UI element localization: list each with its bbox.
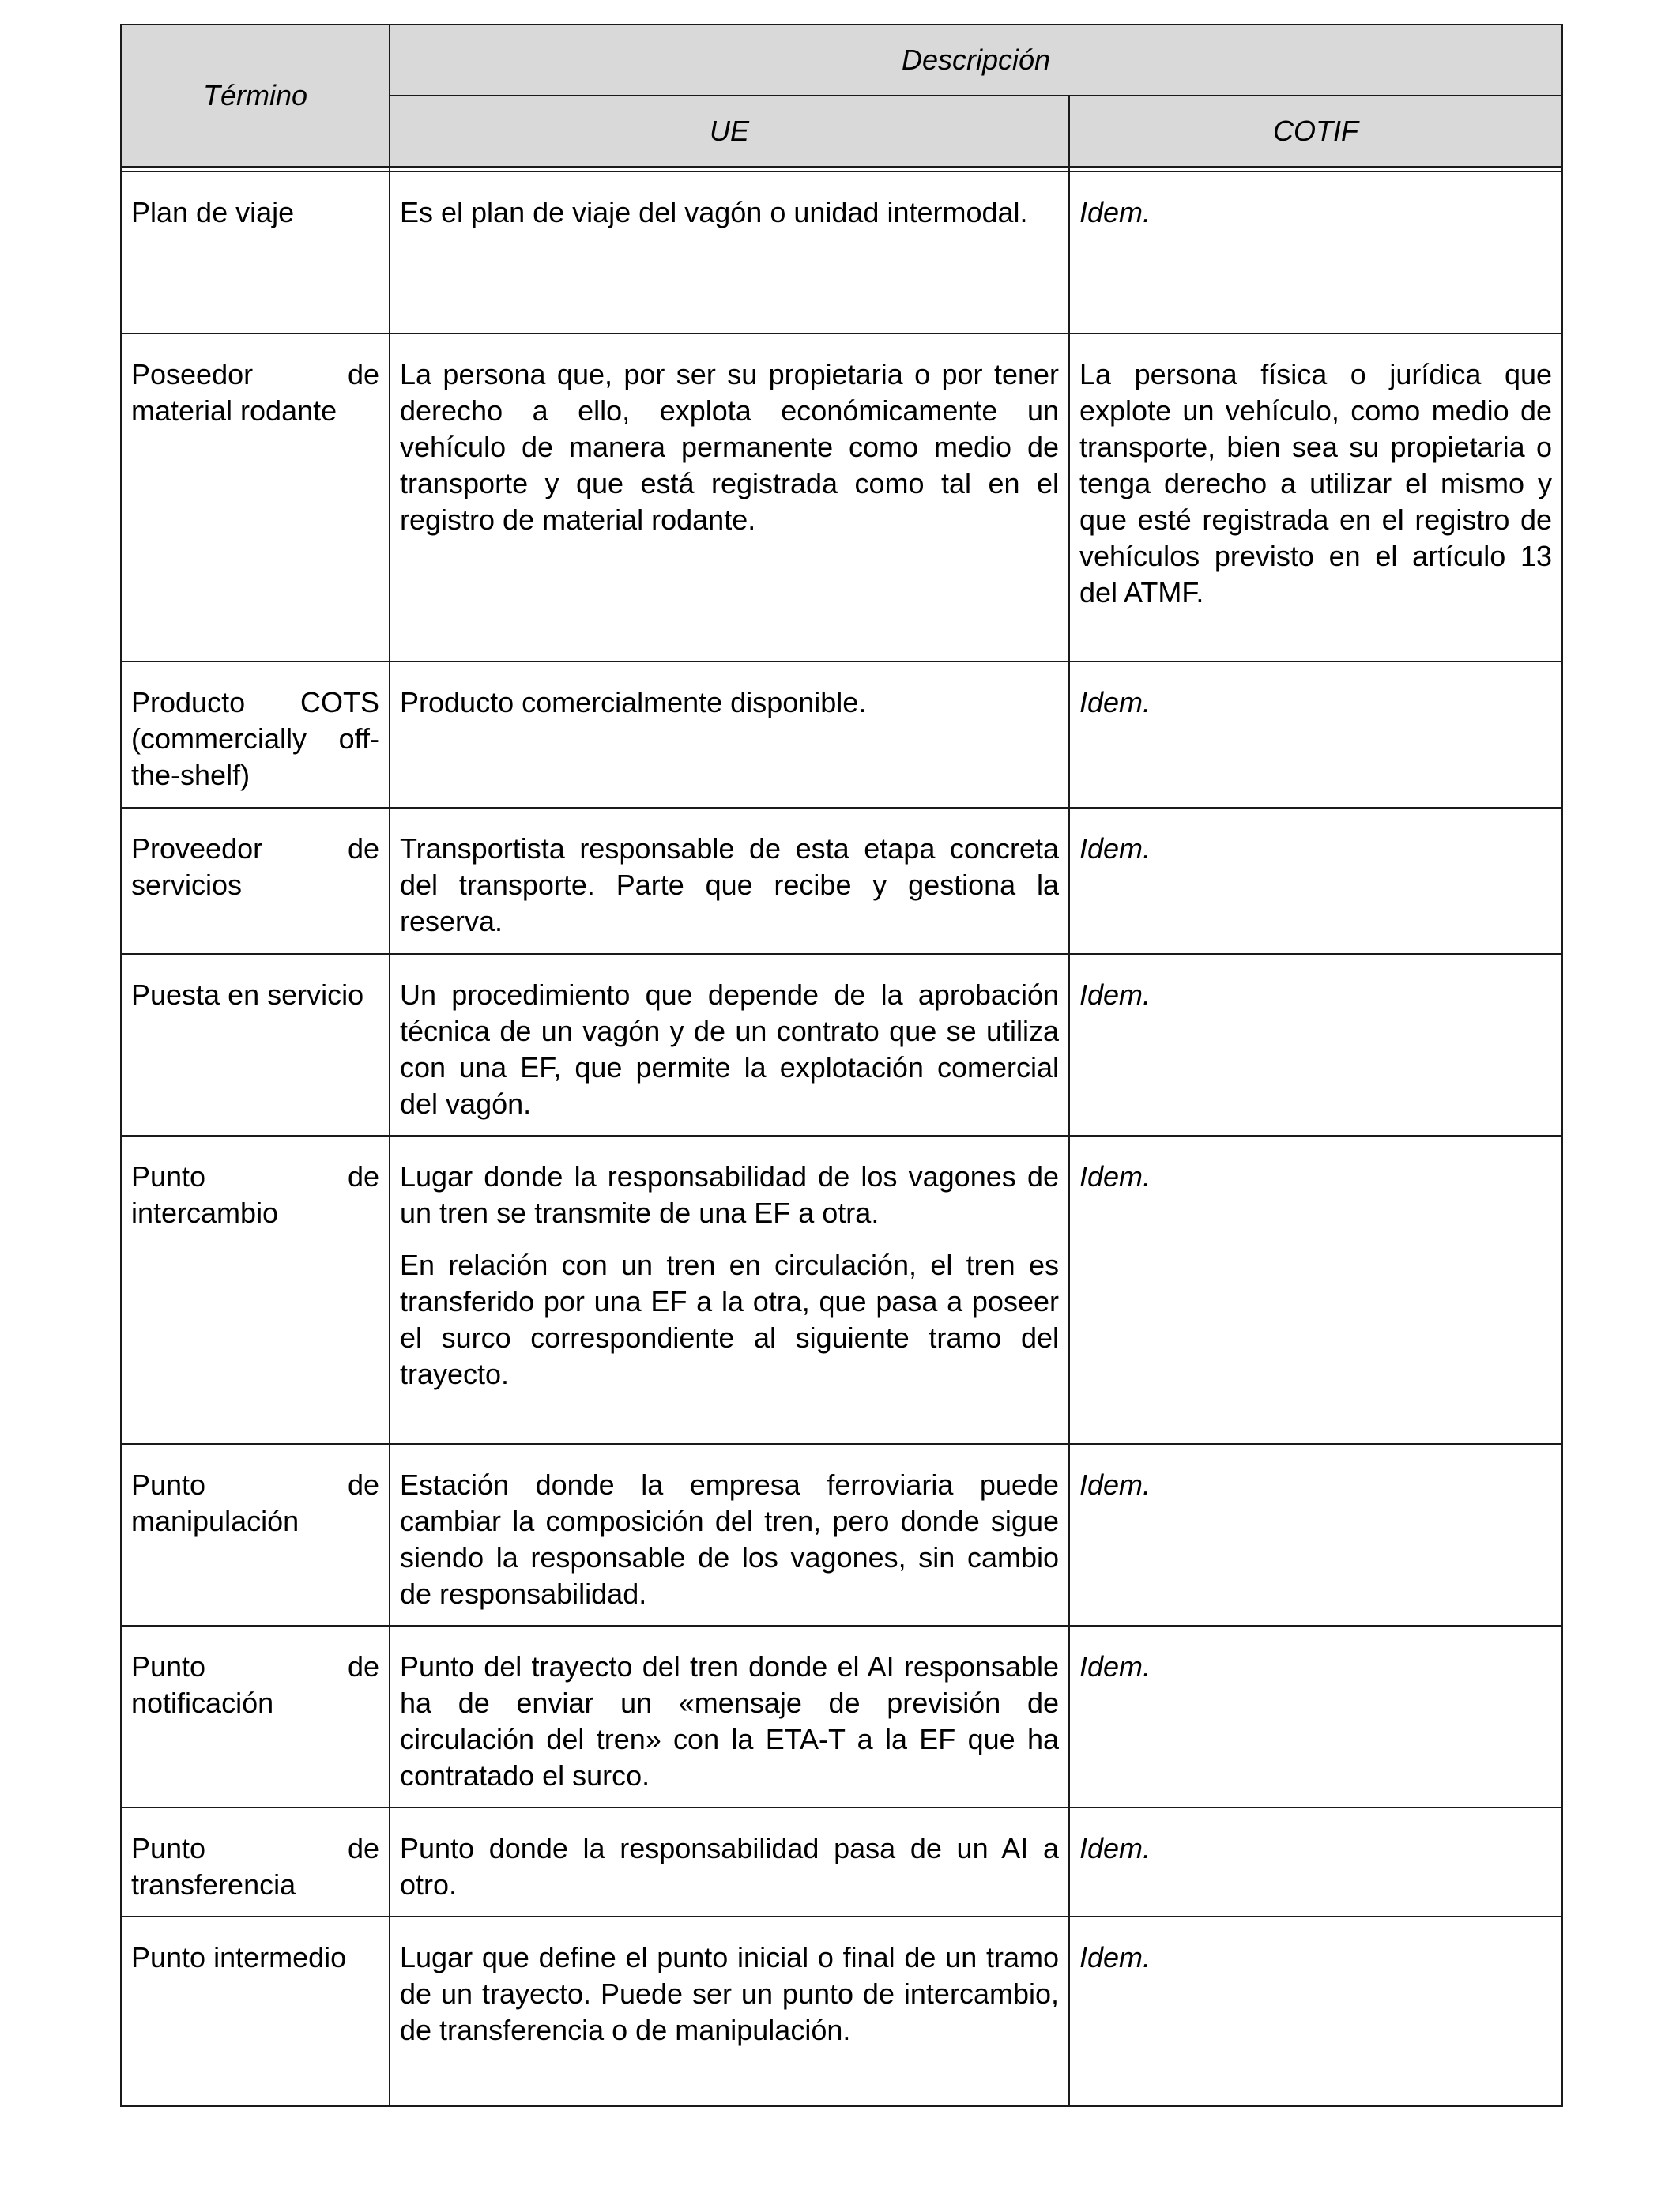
ue-paragraph: Punto del trayecto del tren donde el AI responsable ha de enviar un «mensaje de previsión de circulación del tren» con la ETA-T a la EF que ha contratado el surco.: [400, 1650, 1059, 1792]
table-row: [121, 1136, 1562, 1444]
ue-paragraph: Estación donde la empresa ferroviaria puede cambiar la composición del tren, pero donde sigue siendo la responsable de los vagones, sin cambio de responsabilidad.: [400, 1468, 1059, 1610]
ue-paragraph: Lugar donde la responsabilidad de los vagones de un tren se transmite de una EF a otra.: [400, 1160, 1059, 1229]
cotif-text: La persona física o jurídica que explote un vehículo, como medio de transporte, bien sea su propietaria o tenga derecho a utilizar el mismo y que esté registrada en el registro de vehículos previsto en el artículo 13 del ATMF.: [1079, 358, 1553, 609]
term-text: Puesta en servicio: [131, 978, 364, 1011]
term-text: Punto de manipulación: [131, 1468, 379, 1537]
cell-ue: [390, 1917, 1069, 2106]
cell-ue: [390, 808, 1069, 954]
table-row: [121, 1626, 1562, 1808]
term-text: Plan de viaje: [131, 196, 295, 228]
ue-paragraph: Transportista responsable de esta etapa concreta del transporte. Parte que recibe y gestiona la reserva.: [400, 832, 1059, 937]
term-text: Punto de notificación: [131, 1650, 379, 1719]
term-text: Punto intermedio: [131, 1941, 347, 1973]
cotif-text: Idem.: [1079, 196, 1151, 228]
ue-paragraph: Lugar que define el punto inicial o final de un tramo de un trayecto. Puede ser un punto de intercambio, de transferencia o de manipulación.: [400, 1941, 1059, 2046]
cell-term: [121, 954, 390, 1136]
cell-cotif: [1069, 662, 1562, 808]
cotif-text: Idem.: [1079, 832, 1151, 865]
cotif-text: Idem.: [1079, 1650, 1151, 1683]
cell-term: [121, 662, 390, 808]
cell-ue: [390, 172, 1069, 334]
table-row: [121, 1444, 1562, 1626]
cell-cotif: [1069, 1136, 1562, 1444]
table-body: [121, 167, 1562, 2106]
cell-cotif: [1069, 334, 1562, 662]
cell-ue: [390, 662, 1069, 808]
table-row: [121, 1808, 1562, 1917]
ue-paragraph: La persona que, por ser su propietaria o por tener derecho a ello, explota económicamente un vehículo de manera permanente como medio de transporte y que está registrada como tal en el registro de material rodante.: [400, 358, 1059, 536]
cell-cotif: [1069, 808, 1562, 954]
header-cotif: COTIF: [1069, 96, 1562, 167]
ue-paragraph: En relación con un tren en circulación, el tren es transferido por una EF a la otra, que pasa a poseer el surco correspondiente al siguiente tramo del trayecto.: [400, 1249, 1059, 1390]
table-row: [121, 662, 1562, 808]
term-text: Proveedor de servicios: [131, 832, 379, 901]
table-row: [121, 172, 1562, 334]
cell-term: [121, 1444, 390, 1626]
cell-cotif: [1069, 1808, 1562, 1917]
term-text: Punto de transferencia: [131, 1832, 379, 1901]
header-description: Descripción: [390, 25, 1562, 96]
header-row-1: [121, 25, 1562, 96]
cell-cotif: [1069, 1626, 1562, 1808]
cell-ue: [390, 954, 1069, 1136]
cell-cotif: [1069, 172, 1562, 334]
cell-ue: [390, 1626, 1069, 1808]
cell-cotif: [1069, 954, 1562, 1136]
cell-term: [121, 172, 390, 334]
cotif-text: Idem.: [1079, 1832, 1151, 1864]
header-ue: UE: [390, 96, 1069, 167]
ue-paragraph: Punto donde la responsabilidad pasa de un AI a otro.: [400, 1832, 1059, 1901]
ue-paragraph: Producto comercialmente disponible.: [400, 686, 867, 718]
table-row: [121, 954, 1562, 1136]
table-row: [121, 1917, 1562, 2106]
cell-term: [121, 1136, 390, 1444]
cell-term: [121, 1917, 390, 2106]
cell-term: [121, 334, 390, 662]
term-text: Punto de intercambio: [131, 1160, 379, 1229]
term-text: Producto COTS (commercially off-the-shelf): [131, 686, 379, 791]
cotif-text: Idem.: [1079, 978, 1151, 1011]
cotif-text: Idem.: [1079, 1941, 1151, 1973]
cell-term: [121, 1808, 390, 1917]
cotif-text: Idem.: [1079, 1468, 1151, 1501]
header-term: Término: [121, 25, 390, 167]
cell-ue: [390, 1136, 1069, 1444]
cotif-text: Idem.: [1079, 1160, 1151, 1193]
cell-term: [121, 808, 390, 954]
table-row: [121, 808, 1562, 954]
ue-paragraph: Un procedimiento que depende de la aprobación técnica de un vagón y de un contrato que se utiliza con una EF, que permite la explotación comercial del vagón.: [400, 978, 1059, 1120]
cell-ue: [390, 334, 1069, 662]
definitions-table: [120, 24, 1563, 2107]
ue-paragraph: Es el plan de viaje del vagón o unidad intermodal.: [400, 196, 1028, 228]
term-text: Poseedor de material rodante: [131, 358, 379, 427]
cell-ue: [390, 1808, 1069, 1917]
cotif-text: Idem.: [1079, 686, 1151, 718]
cell-cotif: [1069, 1917, 1562, 2106]
cell-term: [121, 1626, 390, 1808]
table-row: [121, 334, 1562, 662]
cell-ue: [390, 1444, 1069, 1626]
cell-cotif: [1069, 1444, 1562, 1626]
